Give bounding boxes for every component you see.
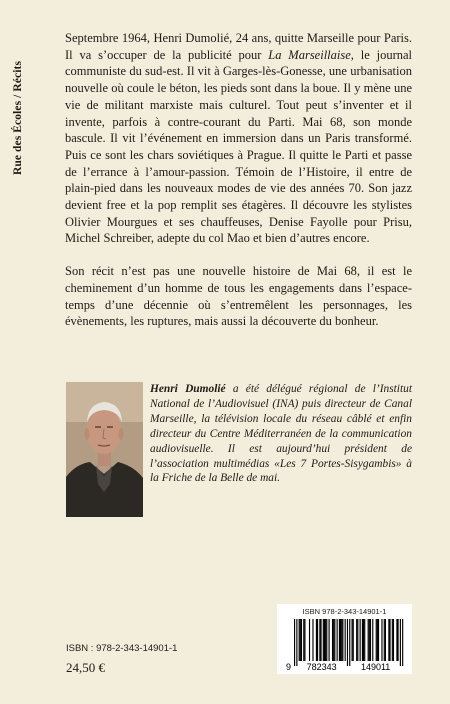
barcode-digits-right: 149011: [360, 662, 391, 672]
author-bio: [150, 382, 412, 486]
author-bio-text: a été délégué régional de l’Institut National de l’Audiovisuel (INA) puis directeur de Canal Marseille, la télévision locale du réseau câblé et enfin directeur du Centre Méditerranéen de la communication audiovisuelle. Il est aujourd’hui président de l’association multimédias «Les 7 Portes-Sisygambis» à la Friche de la Belle de mai.: [150, 383, 412, 485]
barcode-bar: [303, 619, 304, 661]
newspaper-title: La Marseillaise: [268, 47, 351, 62]
blurb-paragraph-2: Son récit n’est pas une nouvelle histoire de Mai 68, il est le cheminement d’un homme de tous les engagements dans l’espace-temps d’une décennie où s’entremêlent les personnages, les évènements, les ruptures, mais aussi la découverte du bonheur.: [65, 264, 412, 329]
barcode-bar: [301, 619, 302, 661]
barcode-bar: [363, 619, 364, 661]
barcode-bar: [296, 619, 297, 666]
back-cover-blurb: [65, 30, 412, 346]
barcode-bar: [339, 619, 340, 661]
barcode-bar: [378, 619, 379, 661]
barcode-bar: [368, 619, 369, 661]
barcode-bar: [392, 619, 393, 661]
barcode-digit-lead: 9: [285, 662, 291, 672]
barcode-bar: [370, 619, 371, 661]
barcode-bar: [342, 619, 343, 661]
barcode-bar: [369, 619, 370, 661]
barcode-isbn-label: ISBN 978-2-343-14901-1: [302, 607, 387, 616]
blurb-text-1b: , le journal communiste du sud-est. Il vit à Garges-lès-Gonesse, une urbanisation nouvelle où coule le béton, les pieds sont dans la boue. Il y mène une vie de militant marxiste mais culturel. Tout peut s’inventer et il invente, parfois à contre-courant du Parti. Mai 68, son monde bascule. Il vit l’événement en immersion dans un Paris transformé. Puis ce sont les chars soviétiques à Prague. Il quitte le Parti et passe de l’errance à l’amour-passion. Témoin de l’Histoire, il entre de plain-pied dans les nouveaux modes de vie des années 70. Son jazz devient free et la pop remplit ses étagères. Il découvre les stylistes Olivier Mourgues et ses chauffeuses, Denise Fayolle pour Prisu, Michel Schreiber, adepte du col Mao et bien d’autres encore.: [65, 47, 412, 246]
barcode-bar: [332, 619, 333, 661]
barcode-bar: [329, 619, 330, 661]
barcode-bar: [377, 619, 378, 661]
barcode-bars: [277, 604, 412, 674]
barcode-bar: [340, 619, 341, 661]
author-name: Henri Dumolié: [150, 383, 226, 395]
barcode-bar: [389, 619, 390, 661]
barcode-bar: [317, 619, 318, 661]
barcode-bar: [294, 619, 295, 666]
barcode-bar: [384, 619, 385, 661]
barcode-bar: [320, 619, 321, 661]
barcode-bar: [347, 619, 348, 666]
barcode-bar: [300, 619, 301, 661]
barcode-bar: [396, 619, 397, 661]
price: 24,50 €: [66, 660, 105, 675]
barcode-bar: [319, 619, 320, 661]
barcode-bar: [357, 619, 358, 661]
barcode-bar: [312, 619, 313, 661]
barcode-bar: [376, 619, 377, 661]
barcode-bar: [323, 619, 324, 661]
collection-label-text: Rue des Écoles / Récits: [12, 60, 24, 176]
barcode-bar: [334, 619, 335, 661]
barcode-bar: [325, 619, 326, 661]
barcode-bar: [352, 619, 353, 661]
barcode-bar: [337, 619, 338, 661]
barcode-bar: [362, 619, 363, 661]
barcode-bar: [393, 619, 394, 661]
blurb-paragraph-1: [65, 30, 412, 247]
isbn-text: ISBN : 978-2-343-14901-1: [66, 643, 178, 654]
barcode-bar: [385, 619, 386, 661]
barcode-bar: [333, 619, 334, 661]
barcode-bar: [372, 619, 373, 661]
barcode-bar: [304, 619, 305, 661]
barcode-bar: [356, 619, 357, 661]
barcode-bar: [381, 619, 382, 661]
barcode-bar: [345, 619, 346, 661]
barcode-bar: [353, 619, 354, 661]
barcode-bar: [364, 619, 365, 661]
barcode-bar: [326, 619, 327, 661]
author-photo: [66, 382, 143, 517]
barcode-bar: [309, 619, 310, 661]
barcode-bar: [402, 619, 403, 666]
barcode: [277, 604, 412, 674]
barcode-bar: [360, 619, 361, 661]
barcode-bar: [349, 619, 350, 666]
barcode-bar: [388, 619, 389, 661]
barcode-bar: [299, 619, 300, 661]
barcode-bar: [316, 619, 317, 661]
barcode-bar: [398, 619, 399, 661]
barcode-bar: [341, 619, 342, 661]
blurb-text-1a: Septembre 1964, Henri Dumolié, 24 ans, quitte Marseille pour Paris. Il va s’occuper de la publicité pour: [65, 31, 412, 62]
barcode-bar: [324, 619, 325, 661]
barcode-digits-left: 782343: [306, 662, 337, 672]
barcode-bar: [400, 619, 401, 666]
collection-label: [2, 28, 34, 208]
